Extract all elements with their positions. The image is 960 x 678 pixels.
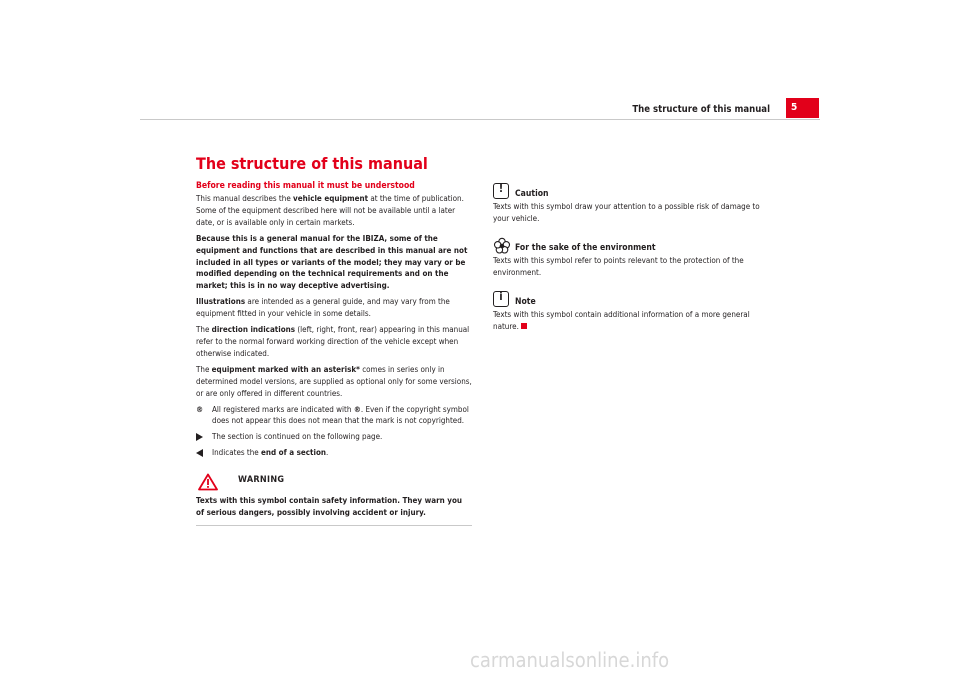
warning-header <box>196 473 472 495</box>
environment-block <box>493 237 773 279</box>
caution-block <box>493 183 773 225</box>
registered-icon: ® <box>196 404 204 414</box>
warning-title: WARNING <box>238 475 285 486</box>
paragraph-directions: The direction indications (left, right, front, rear) appearing in this manual refer to the normal forward working direction of the vehicle except when otherwise indicated. <box>196 325 470 358</box>
header-rule <box>140 119 820 120</box>
registered-mark-item: ® All registered marks are indicated with ®. Even if the copyright symbol does not appear this does not mean that the mark is not copyrighted. <box>196 404 469 426</box>
section-subheading: Before reading this manual it must be understood <box>196 181 415 191</box>
page-number-badge <box>786 98 819 118</box>
environment-title: For the sake of the environment <box>515 242 656 253</box>
arrow-right-icon <box>196 431 210 445</box>
flower-icon <box>493 237 511 255</box>
environment-text: Texts with this symbol refer to points relevant to the protection of the environment. <box>493 255 744 277</box>
right-column <box>493 183 773 344</box>
continued-item: The section is continued on the following page. <box>196 431 472 443</box>
warning-box <box>196 473 472 526</box>
exclamation-icon: ! <box>493 183 509 199</box>
note-title: Note <box>515 296 536 307</box>
running-header: The structure of this manual <box>632 104 770 115</box>
caution-text: Texts with this symbol draw your attention to a possible risk of damage to your vehicle. <box>493 202 760 223</box>
paragraph-vehicle-equipment: This manual describes the vehicle equipment at the time of publication. Some of the equipment described here will not be available until a later date, or is available only in certain markets. <box>196 194 464 227</box>
info-icon: i <box>493 291 509 307</box>
page-number: 5 <box>791 102 798 113</box>
warning-text: Texts with this symbol contain safety information. They warn you of serious dangers, possibly involving accident or injury. <box>196 496 463 518</box>
left-column <box>196 180 472 526</box>
arrow-left-icon <box>196 447 210 461</box>
end-of-section-icon <box>521 323 527 329</box>
end-section-item: Indicates the end of a section. <box>196 447 472 459</box>
note-block <box>493 291 773 333</box>
paragraph-illustrations: Illustrations are intended as a general guide, and may vary from the equipment fitted in your vehicle in some details. <box>196 297 450 319</box>
note-text: Texts with this symbol contain additional information of a more general nature. <box>493 309 750 331</box>
note-text-paragraph <box>493 309 773 333</box>
watermark: carmanualsonline.info <box>470 648 670 672</box>
caution-title: Caution <box>515 189 549 199</box>
paragraph-general-manual: Because this is a general manual for the IBIZA, some of the equipment and functions that are described in this manual are not included in all types or variants of the model; they may vary or be modified depending on the technical requirements and on the market; this is in no way deceptive advertising. <box>196 233 468 291</box>
page-title: The structure of this manual <box>196 154 428 173</box>
warning-triangle-icon <box>198 473 218 491</box>
paragraph-asterisk: The equipment marked with an asterisk* comes in series only in determined model versions, are supplied as optional only for some versions, or are only offered in different countries. <box>196 364 472 398</box>
